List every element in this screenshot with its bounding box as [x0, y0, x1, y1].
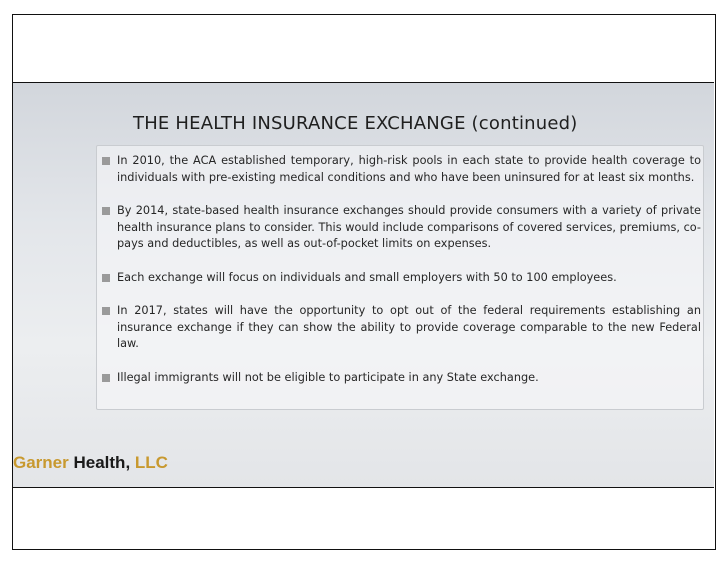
company-logo-text: [13, 453, 168, 473]
bullet-item: [96, 203, 701, 253]
square-bullet-icon: [102, 307, 110, 315]
square-bullet-icon: [102, 374, 110, 382]
bullet-text: By 2014, state-based health insurance exchanges should provide consumers with a variety of private health insurance plans to consider. This would include comparisons of covered services, premiums, co-pays and deductibles, as well as out-of-pocket limits on expenses.: [117, 204, 701, 250]
bullet-text: In 2017, states will have the opportunity to opt out of the federal requirements establishing an insurance exchange if they can show the ability to provide coverage comparable to the new Federal law.: [117, 304, 701, 350]
brand-word-garner: Garner: [13, 453, 69, 472]
square-bullet-icon: [102, 157, 110, 165]
slide-title: THE HEALTH INSURANCE EXCHANGE (continued): [133, 113, 578, 134]
brand-word-health: Health,: [73, 453, 131, 472]
bullet-item: [96, 270, 701, 287]
bullet-text: In 2010, the ACA established temporary, high-risk pools in each state to provide health coverage to individuals with pre-existing medical conditions and who have been uninsured for at least six months.: [117, 154, 701, 184]
square-bullet-icon: [102, 207, 110, 215]
bullet-item: [96, 370, 701, 387]
bullet-item: [96, 153, 701, 186]
bullet-text: Each exchange will focus on individuals and small employers with 50 to 100 employees.: [117, 270, 617, 284]
slide: [13, 82, 714, 488]
bullet-list: [96, 153, 701, 386]
bullet-item: [96, 303, 701, 353]
brand-word-llc: LLC: [134, 453, 168, 472]
square-bullet-icon: [102, 274, 110, 282]
bullet-text: Illegal immigrants will not be eligible to participate in any State exchange.: [117, 370, 539, 384]
